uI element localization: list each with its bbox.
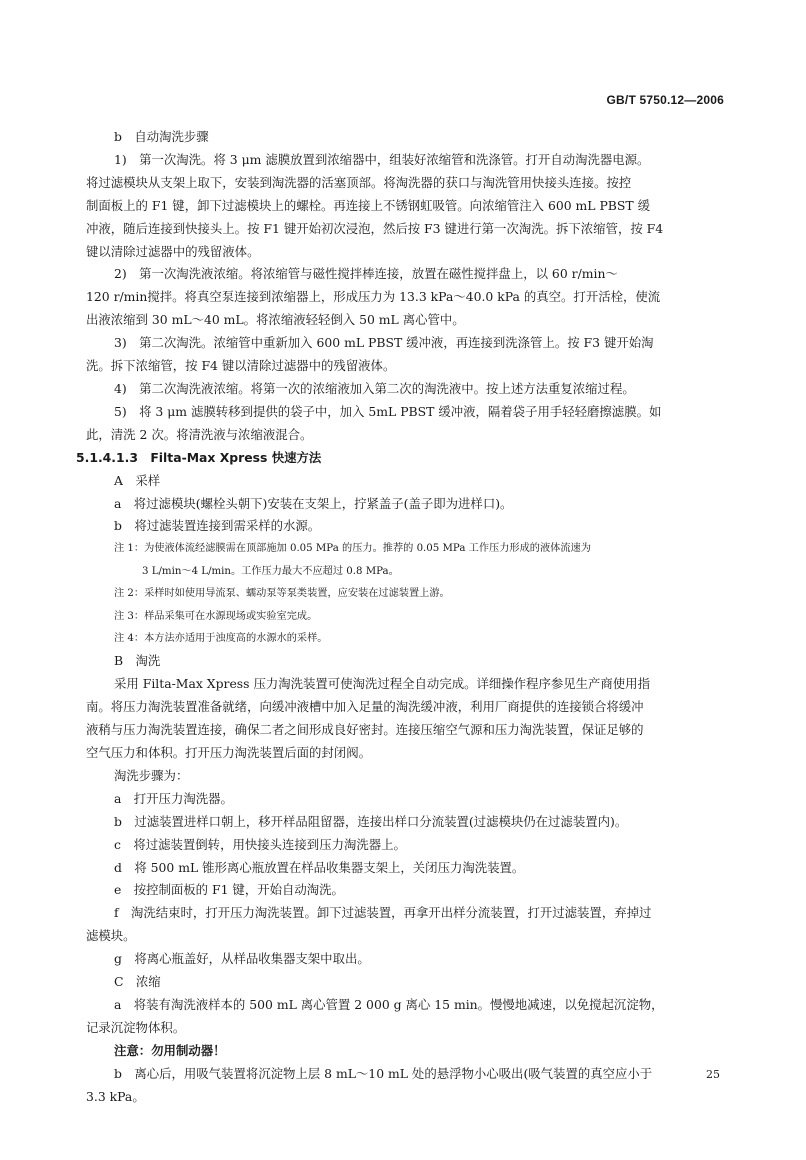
text-line: 采用 Filta-Max Xpress 压力淘洗装置可使淘洗过程全自动完成。详细操作程序参见生产商使用指 [114,676,650,692]
document-body [76,126,726,1108]
text-line: 键以清除过滤器中的残留液体。 [86,243,260,259]
text-line: 空气压力和体积。打开压力淘洗装置后面的封闭阀。 [86,744,371,760]
text-line: 5.1.4.1.3 Filta-Max Xpress 快速方法 [76,449,322,465]
text-line: B 淘洗 [114,653,161,669]
text-line: a 将装有淘洗液样本的 500 mL 离心管置 2 000 g 离心 15 min。慢慢地减速，以免搅起沉淀物， [114,996,664,1012]
note-line: 注 4：本方法亦适用于浊度高的水源水的采样。 [114,632,328,644]
text-line: C 浓缩 [114,974,161,990]
text-line: 2) 第一次淘洗液浓缩。将浓缩管与磁性搅拌棒连接，放置在磁性搅拌盘上，以 60 r/min～ [114,266,618,282]
text-line: 洗。拆下浓缩管，按 F4 键以清除过滤器中的残留液体。 [86,358,396,374]
text-line: 记录沉淀物体积。 [86,1019,186,1035]
text-line: b 过滤装置进样口朝上，移开样品阻留器，连接出样口分流装置(过滤模块仍在过滤装置内)。 [114,813,628,829]
text-line: 此，清洗 2 次。将清洗液与浓缩液混合。 [86,426,313,442]
note-line: 注 3：样品采集可在水源现场或实验室完成。 [114,610,318,622]
text-line: 将过滤模块从支架上取下，安装到淘洗器的活塞顶部。将淘洗器的获口与淘洗管用快接头连接。按控 [86,174,632,190]
text-line: b 离心后，用吸气装置将沉淀物上层 8 mL～10 mL 处的悬浮物小心吸出(吸气装置的真空应小于 [114,1065,653,1081]
text-line: 滤模块。 [86,928,136,944]
text-line: 注意：勿用制动器！ [114,1042,226,1058]
note-line: 3 L/min～4 L/min。工作压力最大不应超过 0.8 MPa。 [142,565,399,577]
text-line: 液稍与压力淘洗装置连接，确保二者之间形成良好密封。连接压缩空气源和压力淘洗装置，保证足够的 [86,722,644,738]
note-line: 注 1：为使液体流经滤膜需在顶部施加 0.05 MPa 的压力。推荐的 0.05 MPa 工作压力形成的液体流速为 [114,543,591,555]
text-line: 3.3 kPa。 [86,1088,145,1104]
text-line: 冲液，随后连接到快接头上。按 F1 键开始初次浸泡，然后按 F3 键进行第一次淘洗。拆下浓缩管，按 F4 [86,220,664,236]
text-line: 5) 将 3 μm 滤膜转移到提供的袋子中，加入 5mL PBST 缓冲液，隔着袋子用手轻轻磨擦滤膜。如 [114,403,662,419]
text-line: a 打开压力淘洗器。 [114,790,233,806]
text-line: 1) 第一次淘洗。将 3 μm 滤膜放置到浓缩器中，组装好浓缩管和洗涤管。打开自动淘洗器电源。 [114,151,650,167]
text-line: 南。将压力淘洗装置准备就绪，向缓冲液槽中加入足量的淘洗缓冲液，利用厂商提供的连接锁合将缓冲 [86,699,644,715]
text-line: 4) 第二次淘洗液浓缩。将第一次的浓缩液加入第二次的淘洗液中。按上述方法重复浓缩过程。 [114,380,635,396]
text-line: 制面板上的 F1 键，卸下过滤模块上的螺栓。再连接上不锈钢虹吸管。向浓缩管注入 600 mL PBST 缓 [86,197,650,213]
text-line: 淘洗步骤为： [114,767,189,783]
text-line: 3) 第二次淘洗。浓缩管中重新加入 600 mL PBST 缓冲液，再连接到洗涤管上。按 F3 键开始淘 [114,335,654,351]
text-line: b 自动淘洗步骤 [114,129,209,144]
note-line: 注 2：采样时如使用导流泵、蠕动泵等泵类装置，应安装在过滤装置上游。 [114,588,450,600]
standard-code-header: GB/T 5750.12—2006 [606,93,724,107]
text-line: d 将 500 mL 锥形离心瓶放置在样品收集器支架上，关闭压力淘洗装置。 [114,859,525,875]
text-line: A 采样 [114,472,161,488]
text-line: f 淘洗结束时，打开压力淘洗装置。卸下过滤装置，再拿开出样分流装置，打开过滤装置，弃掉过 [114,905,652,921]
text-line: 120 r/min搅拌。将真空泵连接到浓缩器上，形成压力为 13.3 kPa～40.0 kPa 的真空。打开活栓，使流 [86,289,661,305]
text-line: b 将过滤装置连接到需采样的水源。 [114,518,321,534]
text-line: 出液浓缩到 30 mL～40 mL。将浓缩液轻轻倒入 50 mL 离心管中。 [86,312,465,328]
text-line: c 将过滤装置倒转，用快接头连接到压力淘洗器上。 [114,836,406,852]
text-line: g 将离心瓶盖好，从样品收集器支架中取出。 [114,951,370,967]
text-line: e 按控制面板的 F1 键，开始自动淘洗。 [114,882,344,898]
page-number: 25 [706,1068,720,1081]
text-line: a 将过滤模块(螺栓头朝下)安装在支架上，拧紧盖子(盖子即为进样口)。 [114,495,513,511]
